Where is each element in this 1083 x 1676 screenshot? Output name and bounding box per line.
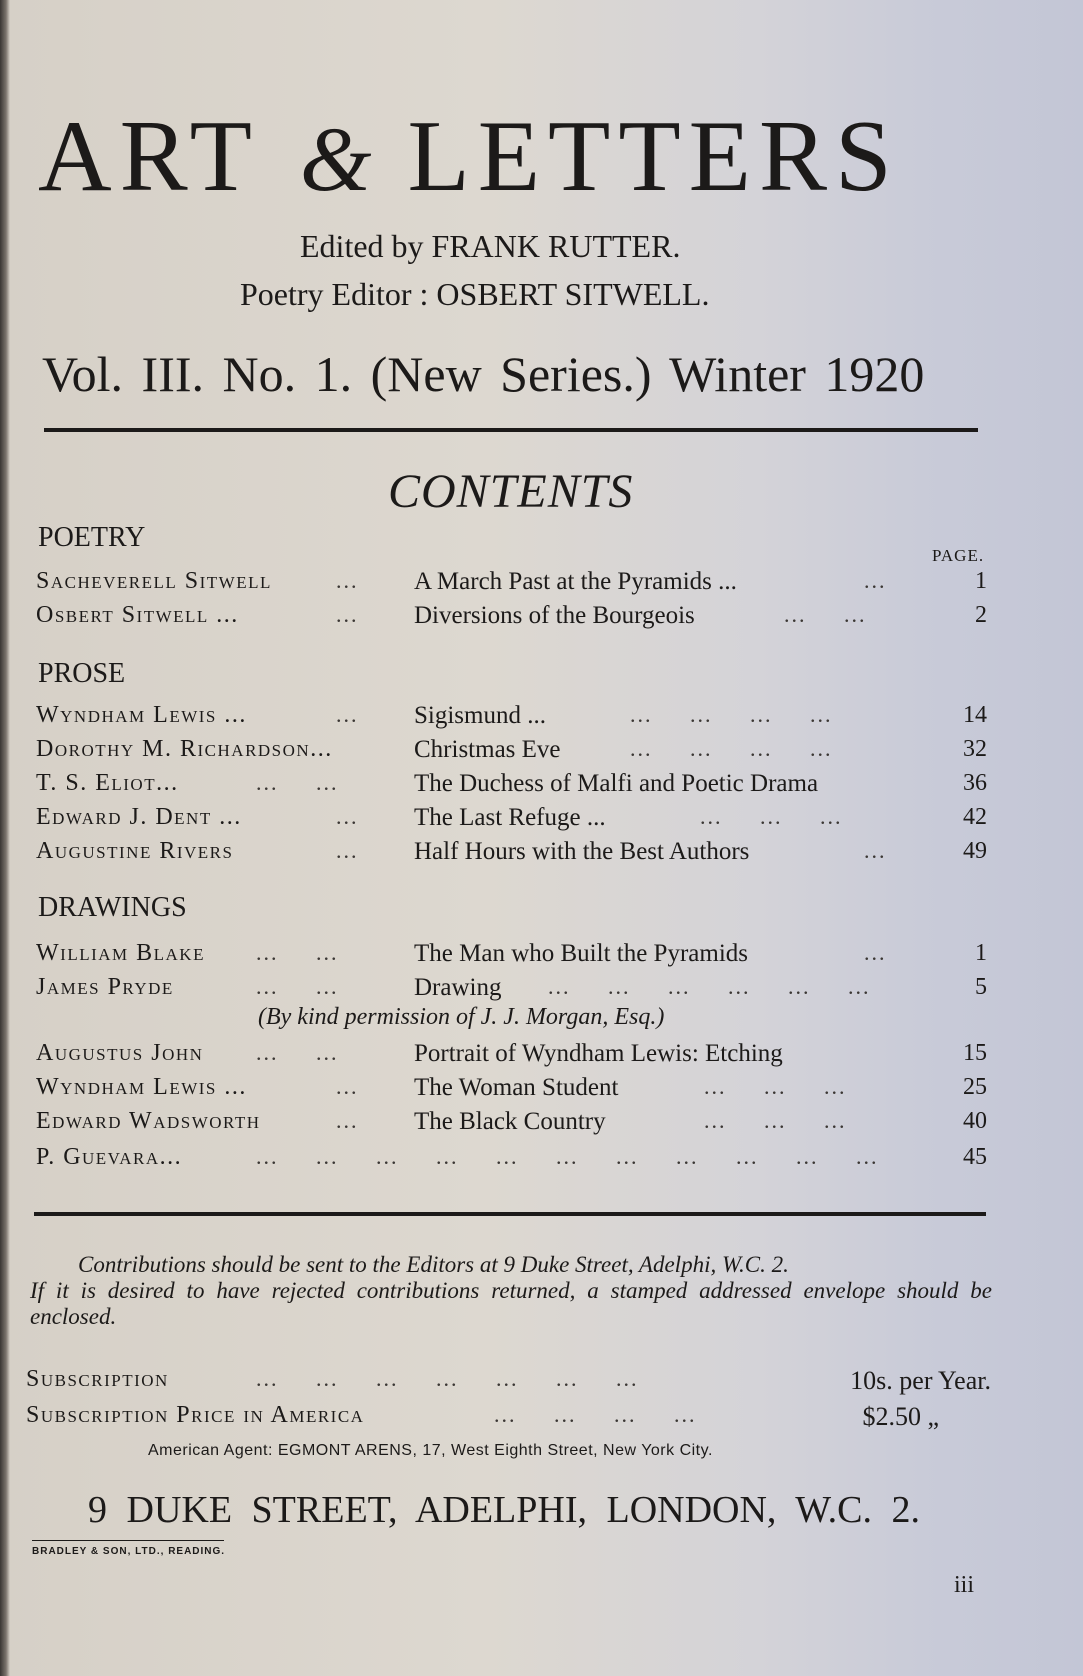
leader-dots: ... <box>336 602 359 627</box>
leader-dots: ... <box>336 838 359 863</box>
contributions-notice <box>30 1252 992 1330</box>
toc-title: The Woman Student <box>414 1074 619 1101</box>
leader-dots: ... ... <box>784 602 867 627</box>
toc-page: 1 <box>975 568 987 594</box>
toc-page: 2 <box>975 602 987 628</box>
edited-by: Edited by FRANK RUTTER. <box>300 228 681 264</box>
leader-dots: ... <box>336 568 359 593</box>
toc-row <box>0 940 1083 974</box>
page-column-label: PAGE. <box>932 546 985 565</box>
toc-title: Drawing <box>414 974 502 1001</box>
toc-title: The Black Country <box>414 1108 606 1135</box>
toc-row <box>0 602 1083 636</box>
toc-page: 25 <box>963 1074 987 1100</box>
subscription-america-label: Subscription Price in America <box>26 1402 365 1428</box>
leader-dots: ... ... ... ... ... ... ... <box>256 1366 639 1391</box>
section-drawings: DRAWINGS <box>38 892 187 923</box>
toc-row <box>0 974 1083 1008</box>
notice-line-1: Contributions should be sent to the Editors at 9 Duke Street, Adelphi, W.C. 2. <box>78 1252 789 1277</box>
toc-row <box>0 568 1083 602</box>
toc-author: Dorothy M. Richardson... <box>36 736 333 762</box>
toc-page: 14 <box>963 702 987 728</box>
toc-page: 45 <box>963 1144 987 1170</box>
toc-author: Edward Wadsworth <box>36 1108 261 1134</box>
toc-row <box>0 804 1083 838</box>
toc-row <box>0 1108 1083 1142</box>
toc-page: 42 <box>963 804 987 830</box>
toc-title: The Last Refuge ... <box>414 804 606 831</box>
poetry-editor: Poetry Editor : OSBERT SITWELL. <box>240 276 710 312</box>
leader-dots: ... ... ... <box>704 1108 847 1133</box>
toc-title: The Man who Built the Pyramids <box>414 940 748 967</box>
subscription-label: Subscription <box>26 1366 169 1392</box>
toc-author: James Pryde <box>36 974 174 1000</box>
toc-row <box>0 702 1083 736</box>
leader-dots: ... <box>336 1108 359 1133</box>
page-number: iii <box>954 1572 975 1598</box>
toc-page: 32 <box>963 736 987 762</box>
toc-author: Wyndham Lewis ... <box>36 702 247 728</box>
leader-dots: ... ... ... ... <box>494 1402 697 1427</box>
permission-note: (By kind permission of J. J. Morgan, Esq.) <box>258 1004 665 1030</box>
toc-page: 40 <box>963 1108 987 1134</box>
toc-title: Diversions of the Bourgeois <box>414 602 695 629</box>
toc-title: Christmas Eve <box>414 736 561 763</box>
leader-dots: ... <box>336 804 359 829</box>
toc-row <box>0 838 1083 872</box>
title-ampersand: & <box>299 108 380 210</box>
toc-row <box>0 1040 1083 1074</box>
title-letters: LETTERS <box>407 100 900 213</box>
leader-dots: ... <box>336 702 359 727</box>
leader-dots: ... <box>864 568 887 593</box>
subscription-america-row <box>0 1402 1083 1436</box>
leader-dots: ... <box>864 940 887 965</box>
leader-dots: ... ... ... ... <box>630 702 833 727</box>
leader-dots: ... <box>336 1074 359 1099</box>
printer-credit: BRADLEY & SON, LTD., READING. <box>32 1546 226 1557</box>
contents-heading: CONTENTS <box>388 465 634 518</box>
notice-line-2: If it is desired to have rejected contributions returned, a stamped addressed envelope should be enclosed. <box>30 1278 992 1329</box>
toc-page: 1 <box>975 940 987 966</box>
leader-dots: ... ... <box>256 770 339 795</box>
leader-dots: ... <box>864 838 887 863</box>
magazine-title <box>38 98 900 215</box>
leader-dots: ... ... <box>256 974 339 999</box>
toc-title: Portrait of Wyndham Lewis: Etching <box>414 1040 783 1067</box>
section-prose: PROSE <box>38 658 126 689</box>
toc-title: Half Hours with the Best Authors <box>414 838 750 865</box>
leader-dots: ... ... ... <box>700 804 843 829</box>
leader-dots: ... ... <box>256 1040 339 1065</box>
toc-author: P. Guevara... <box>36 1144 183 1170</box>
toc-author: T. S. Eliot... <box>36 770 179 796</box>
leader-dots: ... ... ... <box>704 1074 847 1099</box>
bottom-rule <box>34 1212 986 1216</box>
toc-row <box>0 736 1083 770</box>
printer-rule <box>32 1540 224 1541</box>
toc-title: Sigismund ... <box>414 702 546 729</box>
toc-row <box>0 770 1083 804</box>
toc-row <box>0 1144 1083 1178</box>
toc-author: Osbert Sitwell ... <box>36 602 239 628</box>
toc-page: 49 <box>963 838 987 864</box>
subscription-row <box>0 1366 1083 1400</box>
toc-author: William Blake <box>36 940 205 966</box>
leader-dots: ... ... ... ... ... ... <box>548 974 871 999</box>
toc-title: The Duchess of Malfi and Poetic Drama <box>414 770 819 797</box>
toc-author: Augustine Rivers <box>36 838 234 864</box>
section-poetry: POETRY <box>38 522 146 553</box>
leader-dots: ... ... <box>256 940 339 965</box>
toc-title: A March Past at the Pyramids ... <box>414 568 737 595</box>
toc-author: Wyndham Lewis ... <box>36 1074 247 1100</box>
toc-row <box>0 1074 1083 1108</box>
toc-author: Edward J. Dent ... <box>36 804 242 830</box>
publisher-address: 9 DUKE STREET, ADELPHI, LONDON, W.C. 2. <box>88 1489 920 1531</box>
title-art: ART <box>38 100 260 213</box>
toc-page: 36 <box>963 770 987 796</box>
subscription-price: 10s. per Year. <box>850 1366 991 1395</box>
leader-dots: ... ... ... ... <box>630 736 833 761</box>
american-agent: American Agent: EGMONT ARENS, 17, West Eighth Street, New York City. <box>148 1442 713 1459</box>
toc-page: 5 <box>975 974 987 1000</box>
leader-dots: ... ... ... ... ... ... ... ... ... ... ... <box>256 1144 879 1169</box>
toc-author: Augustus John <box>36 1040 204 1066</box>
top-rule <box>44 428 978 432</box>
subscription-america-price: $2.50 „ <box>862 1402 939 1431</box>
issue-line: Vol. III. No. 1. (New Series.) Winter 1920 <box>42 346 925 402</box>
toc-author: Sacheverell Sitwell <box>36 568 272 594</box>
toc-page: 15 <box>963 1040 987 1066</box>
